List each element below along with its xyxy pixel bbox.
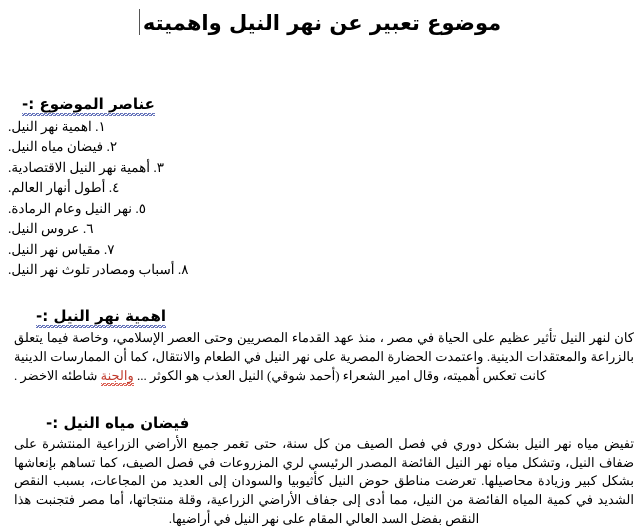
list-item: ٢. فيضان مياه النيل. [8, 139, 118, 155]
flood-heading-text: فيضان مياه النيل :- [46, 413, 190, 432]
list-item: ٨. أسباب ومصادر تلوث نهر النيل. [8, 262, 189, 278]
importance-paragraph [8, 329, 640, 386]
section-flood [0, 414, 640, 529]
document-title-row [0, 0, 640, 40]
page-title [139, 8, 501, 40]
flood-heading-inner [46, 414, 189, 432]
list-item: ١. اهمية نهر النيل. [8, 118, 106, 134]
importance-heading [8, 307, 640, 326]
list-item: ٦. عروس النيل. [8, 221, 94, 237]
importance-heading-inner [36, 307, 166, 326]
page-title-text: موضوع تعبير عن نهر النيل واهميته [142, 11, 502, 35]
list-item: ٤. أطول أنهار العالم. [8, 180, 120, 196]
section-importance [0, 307, 640, 386]
section-elements [0, 95, 640, 281]
elements-heading [8, 95, 640, 114]
elements-heading-inner [22, 95, 155, 114]
elements-heading-text: عناصر الموضوع :- [22, 94, 155, 113]
list-item: ٣. أهمية نهر النيل الاقتصادية. [8, 159, 164, 175]
list-item: ٧. مقياس نهر النيل. [8, 241, 115, 257]
importance-paragraph-part1: كان لنهر النيل تأثير عظيم على الحياة في مصر ، منذ عهد القدماء المصريين وحتى العصر الإسلامي، وخاصة فيما يتعلق بالزراعة والمعتقدات الدينية. واعتمدت الحضارة المصرية على نهر النيل في الطعام والانتقال، كما أن الممارسات الدينية كانت تعكس أهميته، وقال امير الشعراء (أحمد شوقي) النيل العذب هو الكوثر ... [14, 329, 634, 383]
list-item: ٥. نهر النيل وعام الرمادة. [8, 200, 146, 216]
spellcheck-flagged-word: والجنة [100, 367, 134, 383]
flood-paragraph: تفيض مياه نهر النيل بشكل دوري في فصل الصيف من كل سنة، حتى تغمر جميع الأراضي الزراعية المنتشرة على ضفاف النيل، وتشكل مياه نهر النيل الفائضة المصدر الرئيسي لري المزروعات في فصل الصيف، كما تساهم بإنعاشها بشكل كبير وزيادة محاصيلها. تعرضت مناطق حوض النيل كأثيوبيا والسودان إلى العديد من المجاعات، بسبب النقص الشديد في كمية المياه الفائضة من النيل، مما أدى إلى جفاف الأراضي الزراعية، وقلة منتجاتها، أما مصر فتجنبت هذا النقص بفضل السد العالي المقام على نهر النيل في أراضيها. [14, 435, 634, 527]
text-cursor-caret [139, 9, 140, 35]
elements-outline-list [8, 117, 640, 281]
importance-paragraph-part2: شاطئه الاخضر . [14, 367, 101, 383]
importance-heading-text: اهمية نهر النيل :- [36, 306, 166, 325]
flood-heading [8, 414, 640, 432]
